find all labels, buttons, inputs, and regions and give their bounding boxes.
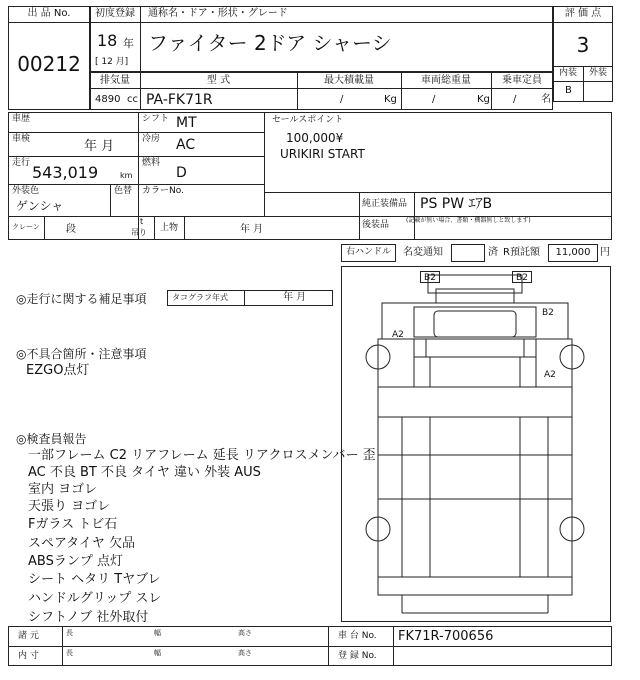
crane-label: クレーン — [12, 223, 40, 231]
tacho-value: 年 月 — [283, 292, 307, 303]
footer-l-2: 長 — [66, 649, 73, 657]
mark-a2-right: A2 — [544, 370, 556, 380]
exterior-color-value: ゲンシャ — [16, 199, 64, 213]
mark-b2-front-left: B2 — [420, 271, 440, 283]
grade-label: 評 価 点 — [564, 8, 602, 19]
sales-line-2: URIKIRI START — [280, 147, 365, 161]
exterior-label: 外装 — [588, 68, 607, 78]
report-line: 一部フレーム C2 リアフレーム 延長 リアクロスメンバー 歪 — [28, 448, 376, 463]
mark-b2-front-right: B2 — [512, 271, 532, 283]
color-code-label: 色替 — [114, 186, 133, 196]
ac-label: 冷房 — [142, 134, 161, 144]
footer-h-1: 高さ — [238, 629, 252, 637]
footer-w-1: 幅 — [154, 629, 161, 637]
kg-unit-1: Kg — [384, 94, 397, 105]
capacity-value: / — [513, 94, 517, 105]
tacho-label: タコグラフ年式 — [172, 293, 228, 302]
reg-no-label: 登 録 No. — [338, 651, 377, 661]
defect-title: ◎不具合箇所・注意事項 — [16, 347, 147, 361]
capacity-label: 乗車定員 — [502, 75, 542, 86]
lot-number: 00212 — [17, 52, 81, 76]
r-amount: 11,000 — [555, 247, 591, 258]
gross-value: / — [432, 94, 436, 105]
report-line: AC 不良 BT 不良 タイヤ 違い 外装 AUS — [28, 465, 261, 480]
reg-label: 初度登録 — [95, 8, 135, 19]
fuel-label: 燃料 — [142, 158, 161, 168]
crane-date: 年 月 — [240, 224, 264, 235]
crane-top-label: 上物 — [160, 223, 179, 233]
fuel-value: D — [176, 165, 187, 181]
model-label: 型 式 — [206, 75, 231, 86]
report-line: 天張り ヨゴレ — [28, 499, 111, 514]
lot-label: 出 品 No. — [27, 8, 71, 19]
sales-line-1: 100,000¥ — [286, 131, 344, 145]
crane-tons-unit: t — [140, 217, 144, 226]
exterior-color-label: 外装色 — [12, 186, 40, 196]
meter-box — [451, 244, 485, 262]
crane-lift: 吊り — [131, 228, 147, 237]
report-line: Fガラス トビ石 — [28, 517, 118, 532]
year-unit: 年 — [123, 37, 134, 50]
inspection-label: 車検 — [12, 134, 31, 144]
mark-a2-left: A2 — [392, 330, 404, 340]
color-no-label: カラーNo. — [142, 186, 184, 196]
km-unit: km — [120, 171, 133, 180]
footer-row2-label: 内 寸 — [18, 651, 39, 661]
footer-l-1: 長 — [66, 629, 73, 637]
displacement-value: 4890 — [95, 94, 121, 105]
footer-h-2: 高さ — [238, 649, 252, 657]
footer-row1-label: 諸 元 — [18, 631, 39, 641]
report-line: 室内 ヨゴレ — [28, 482, 98, 497]
cc-unit: cc — [127, 94, 138, 105]
yen-unit: 円 — [600, 247, 610, 258]
report-title: ◎検査員報告 — [16, 432, 87, 446]
max-load-value: / — [340, 94, 344, 105]
model-value: PA-FK71R — [146, 92, 213, 108]
aftermarket-label: 後装品 — [362, 220, 390, 230]
history-label: 車歴 — [12, 114, 31, 124]
genuine-label: 純正装備品 — [362, 199, 408, 209]
shift-label: シフト — [142, 114, 170, 124]
interior-label: 内装 — [558, 68, 577, 78]
driving-title: ◎走行に関する補足事項 — [16, 292, 147, 306]
meter-label: 名変通知 — [403, 247, 443, 258]
mark-b2-side: B2 — [542, 308, 554, 318]
meter-flag: 済 — [488, 247, 498, 258]
capacity-unit: 名 — [541, 94, 551, 105]
aftermarket-note: (記載が無い場合、書類・機器無しと致します) — [406, 217, 531, 224]
gross-label: 車両総重量 — [421, 75, 471, 86]
r-pre-label: R預託額 — [503, 247, 540, 258]
shift-value: MT — [176, 115, 197, 131]
displacement-label: 排気量 — [100, 75, 130, 86]
report-line: ABSランプ 点灯 — [28, 554, 123, 569]
ac-value: AC — [176, 137, 196, 153]
mileage-value: 543,019 — [32, 163, 99, 182]
report-line: スペアタイヤ 欠品 — [28, 536, 135, 551]
mileage-label: 走行 — [12, 158, 31, 168]
kg-unit-2: Kg — [477, 94, 490, 105]
reg-year: 18 — [97, 31, 118, 50]
rhd-label: 右ハンドル — [345, 247, 391, 257]
chassis-number: FK71R-700656 — [398, 629, 494, 644]
reg-month: [ 12 月] — [95, 57, 129, 67]
max-load-label: 最大積載量 — [324, 75, 374, 86]
report-line: シート ヘタリ Tヤブレ — [28, 572, 161, 587]
grade-value: 3 — [576, 33, 590, 57]
inspection-value: 年 月 — [84, 139, 115, 154]
truck-outline-icon — [342, 267, 610, 621]
crane-steps: 段 — [66, 224, 76, 235]
vehicle-name: ファイター 2ドア シャーシ — [148, 31, 392, 55]
report-line: シフトノブ 社外取付 — [28, 610, 149, 625]
interior-grade: B — [565, 85, 572, 96]
genuine-value: PS PW ｴｱB — [420, 196, 493, 212]
chassis-label: 車 台 No. — [338, 631, 377, 641]
name-label: 通称名・ドア・形状・グレード — [148, 8, 288, 19]
footer-w-2: 幅 — [154, 649, 161, 657]
sales-label: セールスポイント — [272, 115, 344, 125]
defect-line: EZGO点灯 — [26, 363, 90, 378]
report-line: ハンドルグリップ スレ — [28, 591, 162, 606]
damage-diagram — [341, 266, 611, 622]
